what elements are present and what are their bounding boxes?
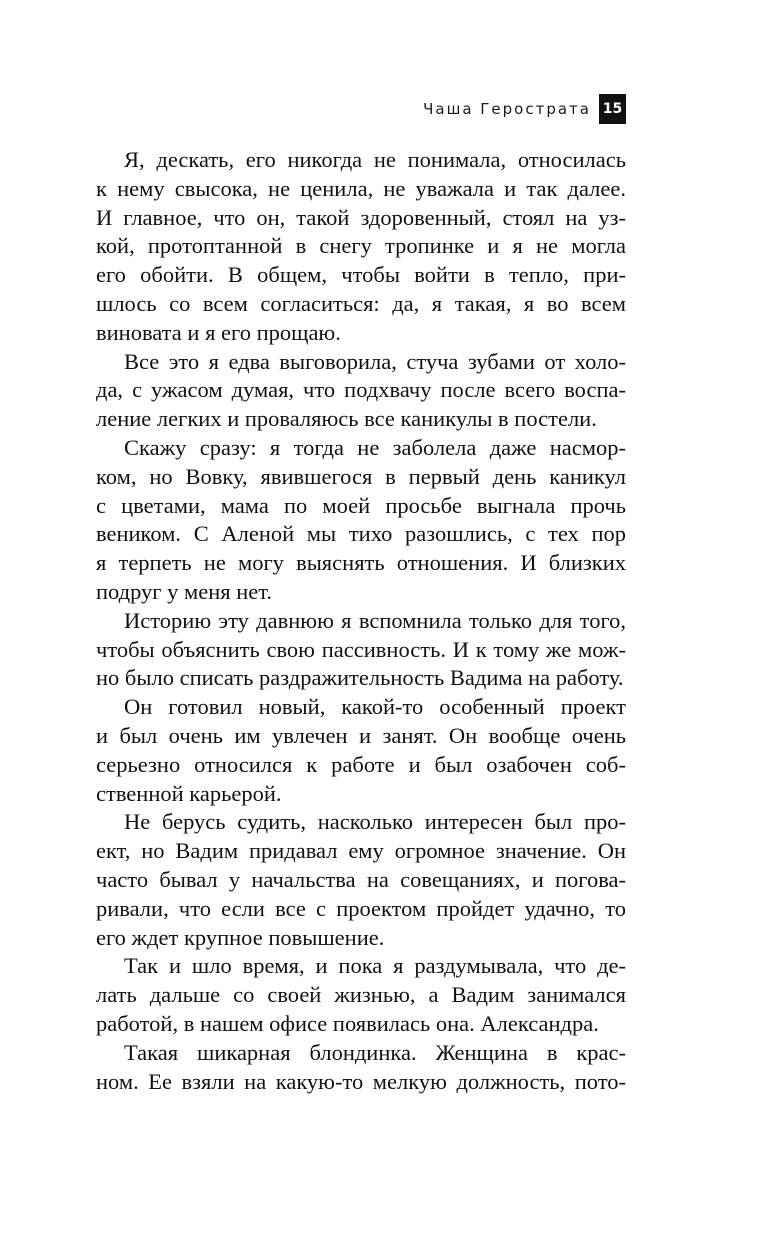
text-line: Не берусь судить, насколько интересен был про- <box>124 809 626 835</box>
text-line: Все это я едва выговорила, стуча зубами от холо- <box>124 348 626 374</box>
text-line: часто бывал у начальства на совещаниях, и погова- <box>96 866 626 892</box>
text-line: Историю эту давнюю я вспомнила только для того, <box>124 607 626 633</box>
text-line: лать дальше со своей жизнью, а Вадим занимался <box>96 982 626 1008</box>
text-line: работой, в нашем офисе появилась она. Александра. <box>96 1010 599 1036</box>
body-text <box>96 146 626 1096</box>
paragraph <box>96 348 626 434</box>
text-line: его обойти. В общем, чтобы войти в тепло, при- <box>96 262 626 288</box>
text-line: подруг у меня нет. <box>96 578 273 604</box>
text-line: Я, дескать, его никогда не понимала, относилась <box>124 147 626 172</box>
text-line: чтобы объяснить свою пассивность. И к тому же мож- <box>96 636 626 662</box>
running-title: Чаша Герострата <box>423 100 591 118</box>
text-line: ление легких и проваляюсь все каникулы в постели. <box>96 406 597 432</box>
text-line: да, с ужасом думая, что подхвачу после всего воспа- <box>96 377 626 403</box>
text-line: виновата и я его прощаю. <box>96 319 341 345</box>
text-line: к нему свысока, не ценила, не уважала и так далее. <box>96 175 626 201</box>
text-line: ект, но Вадим придавал ему огромное значение. Он <box>96 838 626 864</box>
paragraph <box>96 607 626 693</box>
paragraph <box>96 1039 626 1097</box>
text-line: ривали, что если все с проектом пройдет удачно, то <box>96 895 626 921</box>
text-line: шлось со всем согласиться: да, я такая, я во всем <box>96 290 626 316</box>
text-line: с цветами, мама по моей просьбе выгнала прочь <box>96 492 626 518</box>
page-number-badge: 15 <box>599 94 626 124</box>
text-line: Скажу сразу: я тогда не заболела даже насмор- <box>124 434 626 460</box>
text-line: Так и шло время, и пока я раздумывала, что де- <box>124 953 626 979</box>
text-line: я терпеть не могу выяснять отношения. И близких <box>96 550 626 576</box>
text-line: ном. Ее взяли на какую-то мелкую должность, пото- <box>96 1068 626 1094</box>
paragraph <box>96 808 626 952</box>
paragraph <box>96 693 626 808</box>
running-head <box>423 94 626 124</box>
text-line: Такая шикарная блондинка. Женщина в крас- <box>124 1039 626 1065</box>
text-line: его ждет крупное повышение. <box>96 924 385 950</box>
paragraph <box>96 952 626 1038</box>
paragraph <box>96 434 626 607</box>
text-line: и был очень им увлечен и занят. Он вообще очень <box>96 722 626 748</box>
text-line: ком, но Вовку, явившегося в первый день каникул <box>96 463 626 489</box>
text-line: И главное, что он, такой здоровенный, стоял на уз- <box>96 204 626 230</box>
text-line: кой, протоптанной в снегу тропинке и я не могла <box>96 233 626 259</box>
text-line: веником. С Аленой мы тихо разошлись, с тех пор <box>96 521 626 547</box>
text-line: ственной карьерой. <box>96 780 282 806</box>
text-line: серьезно относился к работе и был озабочен соб- <box>96 751 626 777</box>
paragraph <box>96 146 626 348</box>
text-line: Он готовил новый, какой-то особенный проект <box>124 694 626 720</box>
text-line: но было списать раздражительность Вадима на работу. <box>96 665 624 691</box>
